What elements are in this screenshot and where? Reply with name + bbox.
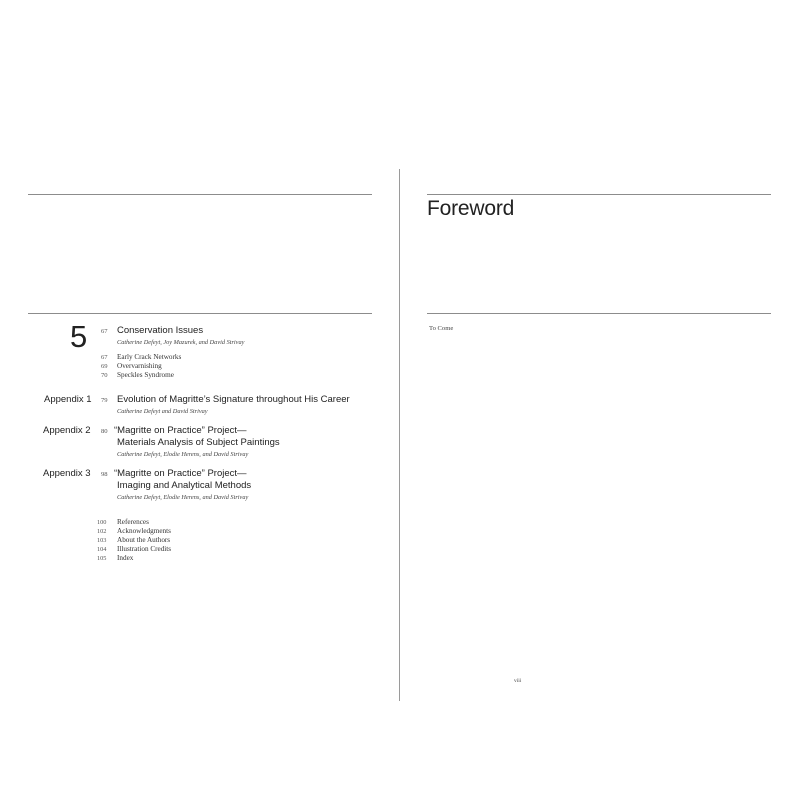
subsection-page-number: 69 — [101, 363, 108, 370]
appendix-label: Appendix 2 — [43, 425, 91, 436]
appendix-title-line: “Magritte on Practice” Project— — [114, 425, 247, 436]
appendix-label: Appendix 1 — [44, 394, 92, 405]
subsection-title: Overvarnishing — [117, 362, 162, 370]
back-matter-title: Acknowledgments — [117, 527, 171, 535]
subsection-title: Speckles Syndrome — [117, 371, 174, 379]
appendix-authors: Catherine Defeyt and David Strivay — [117, 408, 208, 415]
appendix-page-number: 79 — [101, 397, 108, 404]
gutter-divider — [399, 169, 400, 701]
back-matter-page-number: 100 — [97, 519, 107, 526]
back-matter-title: About the Authors — [117, 536, 171, 544]
subsection-title: Early Crack Networks — [117, 353, 182, 361]
back-matter-title: References — [117, 518, 149, 526]
appendix-authors: Catherine Defeyt, Elodie Herens, and David Strivay — [117, 451, 249, 458]
left-mid-rule — [28, 313, 372, 314]
chapter-number: 5 — [70, 319, 88, 354]
appendix-page-number: 80 — [101, 428, 108, 435]
page-folio: viii — [514, 678, 522, 684]
back-matter-page-number: 103 — [97, 537, 107, 544]
appendix-title-line: “Magritte on Practice” Project— — [114, 468, 247, 479]
back-matter-page-number: 102 — [97, 528, 107, 535]
appendix-authors: Catherine Defeyt, Elodie Herens, and David Strivay — [117, 494, 249, 501]
back-matter-page-number: 105 — [97, 555, 107, 562]
right-page — [400, 169, 800, 701]
right-top-rule — [427, 194, 771, 195]
back-matter-title: Index — [117, 554, 134, 562]
appendix-page-number: 98 — [101, 471, 108, 478]
right-mid-rule — [427, 313, 771, 314]
subsection-page-number: 67 — [101, 354, 108, 361]
foreword-heading: Foreword — [427, 197, 515, 220]
chapter-title: Conservation Issues — [117, 325, 204, 336]
appendix-title: Evolution of Magritte’s Signature throughout His Career — [117, 394, 350, 405]
foreword-body: To Come — [429, 325, 454, 332]
chapter-page-number: 67 — [101, 328, 108, 335]
back-matter-page-number: 104 — [97, 546, 107, 553]
appendix-label: Appendix 3 — [43, 468, 91, 479]
appendix-title-line: Materials Analysis of Subject Paintings — [117, 437, 280, 448]
back-matter-title: Illustration Credits — [117, 545, 172, 553]
subsection-page-number: 70 — [101, 372, 108, 379]
appendix-title-line: Imaging and Analytical Methods — [117, 480, 252, 491]
left-top-rule — [28, 194, 372, 195]
chapter-authors: Catherine Defeyt, Joy Mazurek, and David Strivay — [117, 339, 245, 346]
